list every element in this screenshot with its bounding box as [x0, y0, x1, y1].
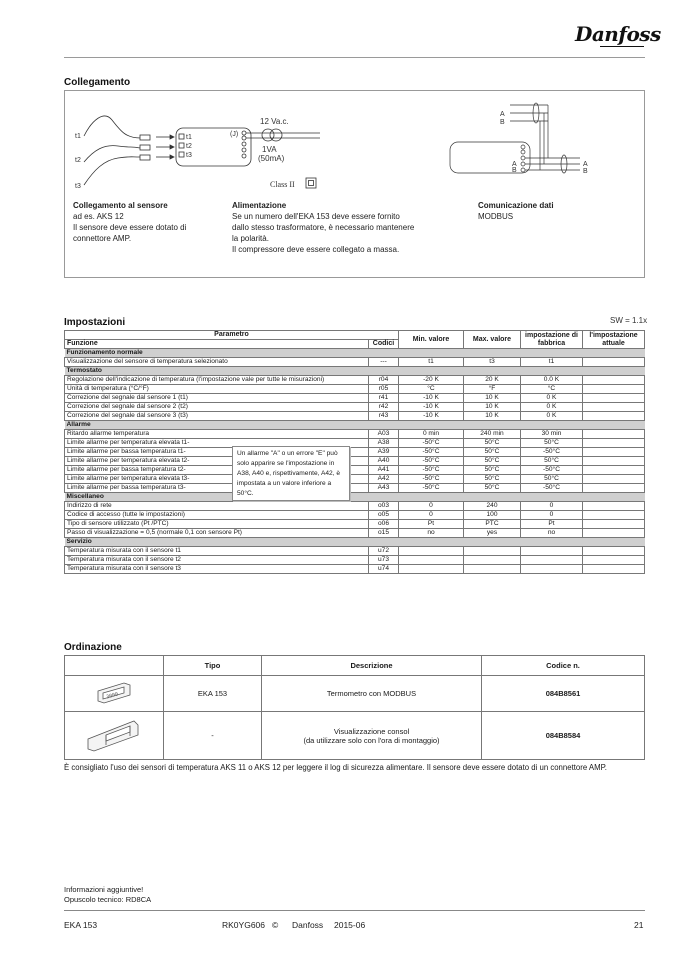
- power-supply-heading: Alimentazione: [232, 201, 287, 210]
- settings-row: [65, 439, 645, 448]
- settings-row: [65, 511, 645, 520]
- setting-min: -10 K: [399, 394, 464, 403]
- svg-text:3000: 3000: [105, 691, 119, 700]
- setting-code: u73: [369, 556, 399, 565]
- settings-row: [65, 466, 645, 475]
- setting-factory: 0: [521, 511, 583, 520]
- setting-code: r41: [369, 394, 399, 403]
- settings-group-label: Miscellaneo: [65, 493, 645, 502]
- setting-function: Regolazione dell'indicazione di temperatura (l'impostazione vale per tutte le misurazioni): [65, 376, 369, 385]
- terminal-label-t2: t2: [186, 143, 192, 150]
- setting-code: A40: [369, 457, 399, 466]
- header-min: Min. valore: [399, 331, 464, 349]
- setting-factory: [521, 565, 583, 574]
- setting-max: 10 K: [464, 403, 521, 412]
- power-line: Se un numero dell'EKA 153 deve essere fornito: [232, 212, 400, 221]
- setting-code: u74: [369, 565, 399, 574]
- out-label-a: A: [583, 161, 588, 168]
- setting-min: Pt: [399, 520, 464, 529]
- settings-row: [65, 547, 645, 556]
- info-line: Opuscolo tecnico: RD8CA: [64, 895, 152, 904]
- setting-factory: °C: [521, 385, 583, 394]
- setting-min: [399, 556, 464, 565]
- setting-current[interactable]: [583, 376, 645, 385]
- setting-factory: Pt: [521, 520, 583, 529]
- sensor-power-wiring-diagram: [70, 110, 330, 195]
- setting-code: A43: [369, 484, 399, 493]
- setting-factory: [521, 556, 583, 565]
- settings-group-row: [65, 493, 645, 502]
- setting-function: Temperatura misurata con il sensore t3: [65, 565, 369, 574]
- setting-code: u72: [369, 547, 399, 556]
- setting-factory: 0.0 K: [521, 376, 583, 385]
- order-row: [65, 712, 645, 760]
- power-line: Il compressore deve essere collegato a massa.: [232, 245, 400, 254]
- setting-min: -50°C: [399, 448, 464, 457]
- setting-factory: 0 K: [521, 394, 583, 403]
- setting-max: °F: [464, 385, 521, 394]
- sensor-connection-text: [73, 200, 186, 244]
- setting-min: t1: [399, 358, 464, 367]
- settings-row: [65, 385, 645, 394]
- footer-date: 2015-06: [334, 920, 366, 930]
- setting-factory: 0 K: [521, 403, 583, 412]
- transformer-coil-2: [270, 129, 282, 141]
- setting-min: °C: [399, 385, 464, 394]
- order-header-tipo: Tipo: [164, 656, 262, 676]
- setting-max: 240: [464, 502, 521, 511]
- setting-code: A41: [369, 466, 399, 475]
- additional-info: [64, 885, 151, 905]
- connector-t2: [140, 145, 150, 150]
- eka153-device-image: [65, 676, 164, 712]
- sensor-cable-t1: [84, 116, 140, 138]
- info-line: Informazioni aggiuntive!: [64, 885, 144, 894]
- settings-row: [65, 394, 645, 403]
- order-note: È consigliato l'uso dei sensori di temperatura AKS 11 o AKS 12 per leggere il log di sicurezza alimentare. Il sensore deve essere dotato di un connettore AMP.: [64, 763, 607, 772]
- sensor-connection-heading: Collegamento al sensore: [73, 201, 168, 210]
- order-descrizione-line: Visualizzazione consol: [333, 726, 410, 736]
- footer-divider: [64, 910, 645, 911]
- setting-code: A03: [369, 430, 399, 439]
- setting-function: Correzione del segnale dal sensore 1 (t1): [65, 394, 369, 403]
- header-max: Max. valore: [464, 331, 521, 349]
- setting-code: A38: [369, 439, 399, 448]
- data-comm-heading: Comunicazione dati: [478, 201, 554, 210]
- connector-t3: [140, 155, 150, 160]
- order-descrizione: Termometro con MODBUS: [262, 676, 482, 712]
- setting-current[interactable]: [583, 520, 645, 529]
- setting-current[interactable]: [583, 484, 645, 493]
- setting-max: [464, 556, 521, 565]
- setting-current[interactable]: [583, 547, 645, 556]
- dev-label-b: B: [512, 167, 517, 174]
- setting-function: Correzione del segnale dal sensore 2 (t2): [65, 403, 369, 412]
- setting-function: Passo di visualizzazione = 0,5 (normale 0,1 con sensore Pt): [65, 529, 369, 538]
- settings-group-label: Allarme: [65, 421, 645, 430]
- setting-current[interactable]: [583, 358, 645, 367]
- order-table: [64, 655, 645, 760]
- order-header-image: [65, 656, 164, 676]
- setting-current[interactable]: [583, 412, 645, 421]
- setting-code: ---: [369, 358, 399, 367]
- setting-min: -50°C: [399, 439, 464, 448]
- out-label-b: B: [583, 168, 588, 175]
- setting-max: 10 K: [464, 394, 521, 403]
- setting-code: o06: [369, 520, 399, 529]
- setting-min: -50°C: [399, 457, 464, 466]
- setting-function: Visualizzazione del sensore di temperatura selezionato: [65, 358, 369, 367]
- setting-function: Tipo di sensore utilizzato (Pt /PTC): [65, 520, 369, 529]
- setting-max: t3: [464, 358, 521, 367]
- setting-factory: -50°C: [521, 484, 583, 493]
- setting-max: [464, 547, 521, 556]
- setting-function: Limite allarme per bassa temperatura t2-: [65, 466, 369, 475]
- header-attuale: l'impostazione attuale: [583, 331, 645, 349]
- voltage-label: 12 Va.c.: [260, 117, 289, 126]
- setting-factory: 0: [521, 502, 583, 511]
- setting-function: Codice di accesso (tutte le impostazioni): [65, 511, 369, 520]
- settings-group-row: [65, 367, 645, 376]
- setting-current[interactable]: [583, 556, 645, 565]
- setting-factory: t1: [521, 358, 583, 367]
- sensor-cable-t3: [84, 157, 140, 185]
- settings-row: [65, 403, 645, 412]
- setting-function: Indirizzo di rete: [65, 502, 369, 511]
- display-console-icon: [84, 717, 144, 753]
- software-version: SW = 1.1x: [610, 316, 648, 325]
- setting-current[interactable]: [583, 529, 645, 538]
- setting-code: r05: [369, 385, 399, 394]
- setting-max: 50°C: [464, 448, 521, 457]
- settings-row: [65, 358, 645, 367]
- setting-min: -10 K: [399, 403, 464, 412]
- settings-row: [65, 484, 645, 493]
- impostazioni-title: Impostazioni: [64, 317, 126, 328]
- settings-table: [64, 330, 645, 574]
- setting-min: -50°C: [399, 466, 464, 475]
- data-comm-line: MODBUS: [478, 212, 514, 221]
- terminal-label-t1: t1: [186, 134, 192, 141]
- settings-row: [65, 475, 645, 484]
- header-codici: Codici: [369, 340, 399, 349]
- setting-min: 0: [399, 502, 464, 511]
- setting-current[interactable]: [583, 502, 645, 511]
- settings-row: [65, 502, 645, 511]
- ordinazione-title: Ordinazione: [64, 642, 122, 653]
- setting-function: Limite allarme per temperatura elevata t2-: [65, 457, 369, 466]
- sensor-line: ad es. AKS 12: [73, 212, 124, 221]
- settings-row: [65, 457, 645, 466]
- setting-code: o15: [369, 529, 399, 538]
- footer-copyright: ©: [272, 920, 279, 930]
- setting-function: Temperatura misurata con il sensore t1: [65, 547, 369, 556]
- sensor-label-t1: t1: [75, 133, 81, 140]
- settings-group-label: Termostato: [65, 367, 645, 376]
- setting-factory: -50°C: [521, 466, 583, 475]
- settings-group-row: [65, 538, 645, 547]
- jumper-label: (J): [230, 131, 239, 138]
- setting-code: o03: [369, 502, 399, 511]
- setting-min: no: [399, 529, 464, 538]
- settings-row: [65, 529, 645, 538]
- setting-code: o05: [369, 511, 399, 520]
- modbus-wiring-diagram: [440, 100, 600, 175]
- setting-max: 50°C: [464, 439, 521, 448]
- setting-current[interactable]: [583, 475, 645, 484]
- settings-body: [65, 349, 645, 574]
- setting-current[interactable]: [583, 430, 645, 439]
- order-codice: 084B8561: [482, 676, 645, 712]
- settings-group-label: Servizio: [65, 538, 645, 547]
- eka153-device-icon: [94, 681, 134, 705]
- controller-body: [450, 142, 530, 173]
- setting-max: yes: [464, 529, 521, 538]
- page-number: 21: [634, 920, 644, 930]
- order-header-codice: Codice n.: [482, 656, 645, 676]
- settings-row: [65, 430, 645, 439]
- settings-group-label: Funzionamento normale: [65, 349, 645, 358]
- setting-max: 50°C: [464, 484, 521, 493]
- setting-current[interactable]: [583, 466, 645, 475]
- settings-row: [65, 412, 645, 421]
- setting-function: Unità di temperatura (°C/°F): [65, 385, 369, 394]
- setting-min: 0 min: [399, 430, 464, 439]
- settings-row: [65, 556, 645, 565]
- sensor-line: connettore AMP.: [73, 234, 132, 243]
- setting-max: 20 K: [464, 376, 521, 385]
- setting-factory: -50°C: [521, 448, 583, 457]
- setting-min: [399, 547, 464, 556]
- setting-function: Temperatura misurata con il sensore t2: [65, 556, 369, 565]
- setting-factory: 0 K: [521, 412, 583, 421]
- alarm-note-callout: Un allarme "A" o un errore "E" può solo apparire se l'impostazione in A38, A40 e, rispettivamente, A42, è impostata a un valore inferiore a 50°C.: [232, 446, 350, 501]
- setting-factory: 50°C: [521, 439, 583, 448]
- setting-function: Limite allarme per bassa temperatura t3-: [65, 484, 369, 493]
- setting-code: r04: [369, 376, 399, 385]
- terminal-label-t3: t3: [186, 152, 192, 159]
- setting-current[interactable]: [583, 511, 645, 520]
- setting-max: 50°C: [464, 457, 521, 466]
- display-console-image: [65, 712, 164, 760]
- setting-current[interactable]: [583, 394, 645, 403]
- header-divider: [64, 57, 645, 58]
- order-codice: 084B8584: [482, 712, 645, 760]
- power-line: la polarità.: [232, 234, 269, 243]
- setting-function: Correzione del segnale dal sensore 3 (t3): [65, 412, 369, 421]
- setting-current[interactable]: [583, 439, 645, 448]
- setting-code: A39: [369, 448, 399, 457]
- danfoss-logo: Danfoss: [575, 22, 661, 46]
- settings-group-row: [65, 421, 645, 430]
- setting-function: Limite allarme per temperatura elevata t3-: [65, 475, 369, 484]
- setting-max: 100: [464, 511, 521, 520]
- footer-doc-code: RK0YG606: [222, 920, 265, 930]
- setting-current[interactable]: [583, 385, 645, 394]
- setting-current[interactable]: [583, 565, 645, 574]
- settings-row: [65, 448, 645, 457]
- order-tipo: -: [164, 712, 262, 760]
- setting-factory: 50°C: [521, 457, 583, 466]
- footer-product: EKA 153: [64, 920, 98, 930]
- setting-code: r42: [369, 403, 399, 412]
- setting-function: Limite allarme per bassa temperatura t1-: [65, 448, 369, 457]
- setting-current[interactable]: [583, 457, 645, 466]
- dev-label-a: A: [512, 161, 517, 168]
- power-line: dallo stesso trasformatore, è necessario mantenere: [232, 223, 415, 232]
- setting-min: -10 K: [399, 412, 464, 421]
- class-ii-symbol: [306, 178, 316, 188]
- settings-row: [65, 376, 645, 385]
- class-ii-label: Class II: [270, 180, 295, 189]
- setting-factory: no: [521, 529, 583, 538]
- setting-max: PTC: [464, 520, 521, 529]
- logo-underline: [600, 46, 644, 47]
- setting-current[interactable]: [583, 448, 645, 457]
- setting-max: [464, 565, 521, 574]
- setting-factory: 30 min: [521, 430, 583, 439]
- setting-code: r43: [369, 412, 399, 421]
- power-label: 1VA: [262, 145, 277, 154]
- setting-min: -50°C: [399, 475, 464, 484]
- setting-min: 0: [399, 511, 464, 520]
- order-row: [65, 676, 645, 712]
- power-supply-text: [232, 200, 414, 255]
- footer-brand: Danfoss: [292, 920, 324, 930]
- setting-max: 50°C: [464, 466, 521, 475]
- setting-min: -50°C: [399, 484, 464, 493]
- setting-min: [399, 565, 464, 574]
- settings-group-row: [65, 349, 645, 358]
- header-funzione: Funzione: [65, 340, 369, 349]
- settings-row: [65, 520, 645, 529]
- setting-max: 240 min: [464, 430, 521, 439]
- setting-code: A42: [369, 475, 399, 484]
- setting-factory: [521, 547, 583, 556]
- connector-t1: [140, 135, 150, 140]
- setting-factory: 50°C: [521, 475, 583, 484]
- setting-min: -20 K: [399, 376, 464, 385]
- current-label: (50mA): [258, 154, 285, 163]
- in-label-a: A: [500, 111, 505, 118]
- order-header-descrizione: Descrizione: [262, 656, 482, 676]
- setting-max: 50°C: [464, 475, 521, 484]
- setting-max: 10 K: [464, 412, 521, 421]
- header-parametro: Parametro: [65, 331, 399, 340]
- header-fabbrica: impostazione di fabbrica: [521, 331, 583, 349]
- sensor-label-t3: t3: [75, 183, 81, 190]
- data-comm-text: [478, 200, 554, 222]
- order-descrizione-line: (da utilizzare solo con l'ora di montaggio): [303, 735, 440, 745]
- in-label-b: B: [500, 119, 505, 126]
- order-tipo: EKA 153: [164, 676, 262, 712]
- settings-row: [65, 565, 645, 574]
- setting-function: Ritardo allarme temperatura: [65, 430, 369, 439]
- collegamento-title: Collegamento: [64, 77, 131, 88]
- sensor-line: Il sensore deve essere dotato di: [73, 223, 187, 232]
- setting-function: Limite allarme per temperatura elevata t1-: [65, 439, 369, 448]
- sensor-label-t2: t2: [75, 157, 81, 164]
- order-descrizione: [262, 712, 482, 760]
- setting-current[interactable]: [583, 403, 645, 412]
